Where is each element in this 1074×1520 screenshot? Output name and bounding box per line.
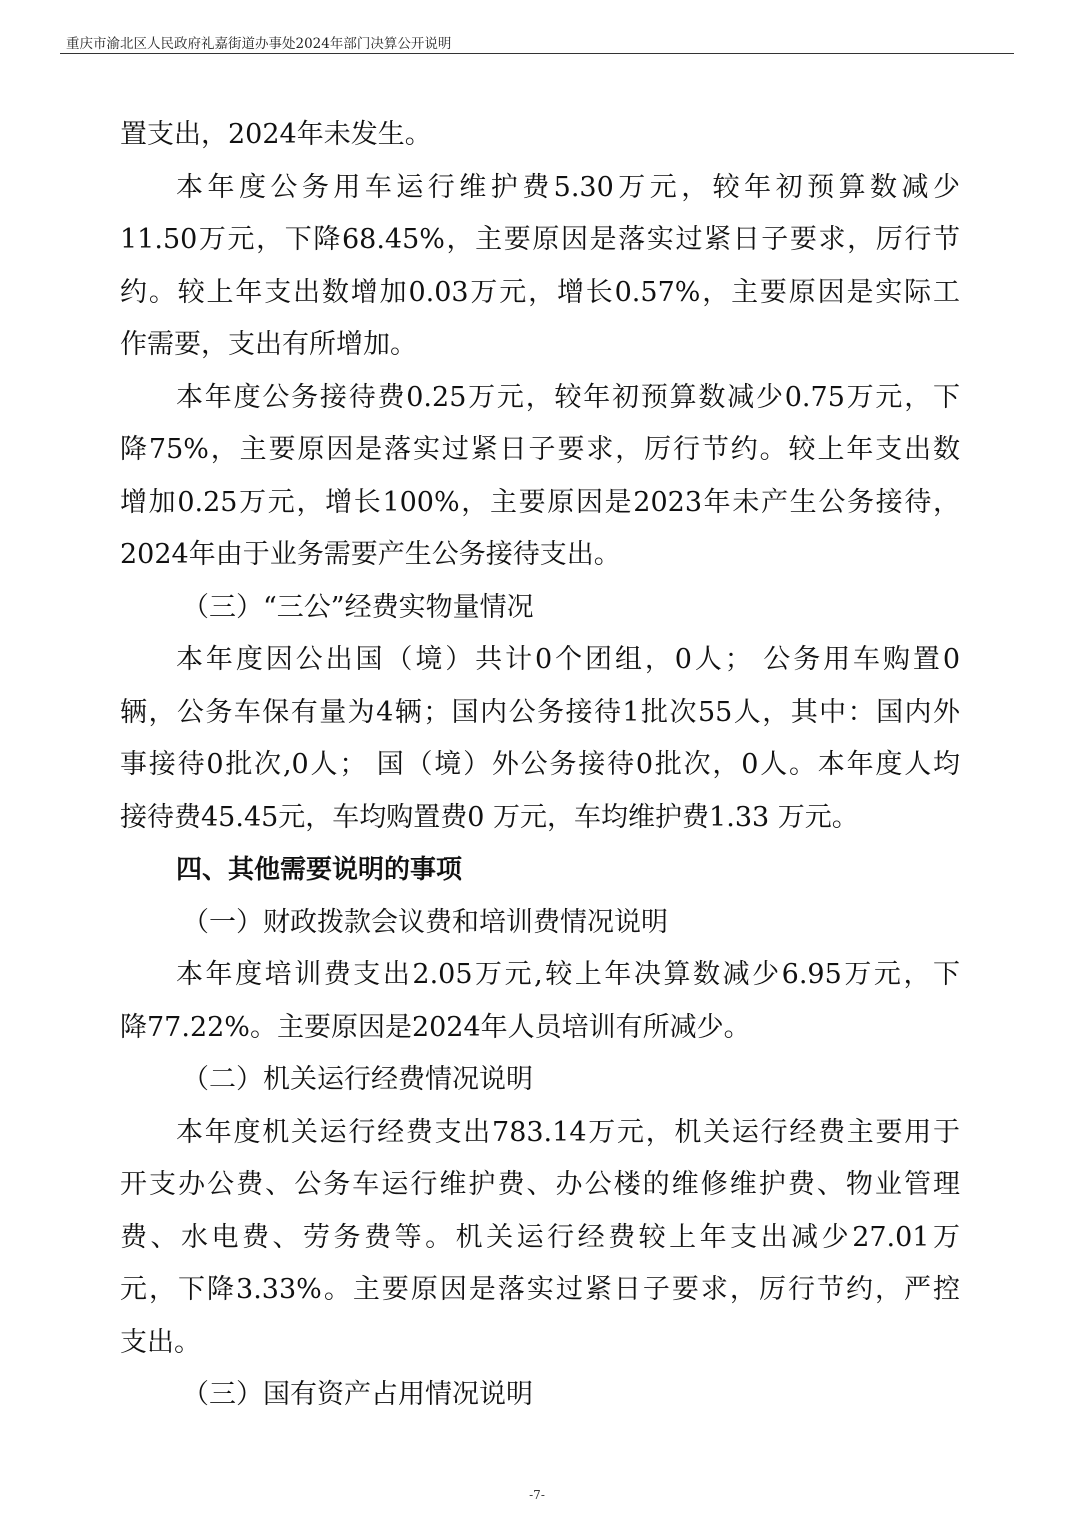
document-body xyxy=(120,113,960,1426)
header-divider xyxy=(60,53,1014,54)
paragraph-line: 接待费45.45元，车均购置费0 万元，车均维护费1.33 万元。 xyxy=(120,801,859,833)
paragraph-line: 11.50万元，下降68.45%，主要原因是落实过紧日子要求，厉行节 xyxy=(120,224,960,255)
subsection-heading: （三）国有资产占用情况说明 xyxy=(182,1379,533,1410)
paragraph-line: 辆，公务车保有量为4辆；国内公务接待1批次55人，其中：国内外 xyxy=(120,696,960,728)
paragraph-line: 本年度公务用车运行维护费5.30万元，较年初预算数减少 xyxy=(176,171,960,203)
paragraph-line: 元，下降3.33%。主要原因是落实过紧日子要求，厉行节约，严控 xyxy=(120,1274,960,1305)
subsection-heading: （二）机关运行经费情况说明 xyxy=(182,1064,533,1095)
paragraph-line: 降77.22%。主要原因是2024年人员培训有所减少。 xyxy=(120,1011,751,1043)
paragraph-line: 置支出，2024年未发生。 xyxy=(120,119,432,150)
paragraph-line: 费、水电费、劳务费等。机关运行经费较上年支出减少27.01万 xyxy=(120,1221,960,1253)
paragraph-line: 作需要，支出有所增加。 xyxy=(120,329,417,360)
page-number: -7- xyxy=(529,1488,545,1502)
subsection-heading: （三）“三公”经费实物量情况 xyxy=(182,591,534,623)
paragraph-line: 增加0.25万元，增长100%，主要原因是2023年未产生公务接待， xyxy=(120,486,960,518)
paragraph-line: 开支办公费、公务车运行维护费、办公楼的维修维护费、物业管理 xyxy=(120,1169,960,1200)
paragraph-line: 事接待0批次,0人； 国（境）外公务接待0批次，0人。本年度人均 xyxy=(120,749,960,780)
section-heading: 四、其他需要说明的事项 xyxy=(176,855,463,885)
paragraph-line: 支出。 xyxy=(120,1326,201,1358)
paragraph-line: 降75%，主要原因是落实过紧日子要求，厉行节约。较上年支出数 xyxy=(120,434,960,465)
paragraph-line: 本年度公务接待费0.25万元，较年初预算数减少0.75万元，下 xyxy=(176,381,960,413)
paragraph-line: 2024年由于业务需要产生公务接待支出。 xyxy=(120,539,621,570)
paragraph-line: 本年度培训费支出2.05万元,较上年决算数减少6.95万元，下 xyxy=(176,959,960,990)
page-header-title: 重庆市渝北区人民政府礼嘉街道办事处2024年部门决算公开说明 xyxy=(66,36,452,52)
paragraph-line: 本年度机关运行经费支出783.14万元，机关运行经费主要用于 xyxy=(176,1116,960,1148)
paragraph-line: 本年度因公出国（境）共计0个团组，0人； 公务用车购置0 xyxy=(176,644,960,675)
paragraph-line: 约。较上年支出数增加0.03万元，增长0.57%，主要原因是实际工 xyxy=(120,276,960,308)
subsection-heading: （一）财政拨款会议费和培训费情况说明 xyxy=(182,906,668,938)
